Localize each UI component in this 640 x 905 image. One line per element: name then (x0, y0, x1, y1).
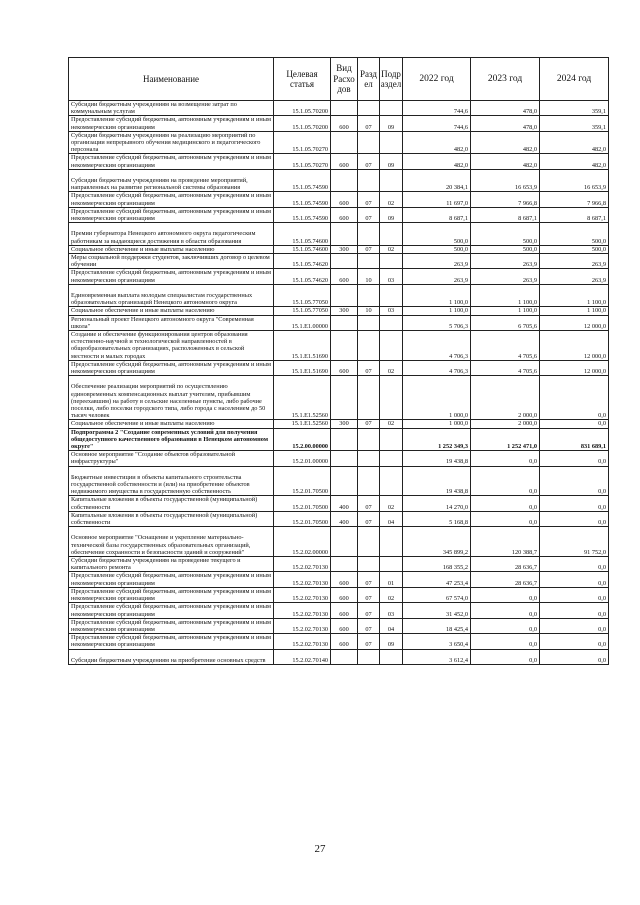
row-subsection: 02 (380, 245, 403, 253)
header-2024: 2024 год (540, 58, 609, 101)
row-expense-type (331, 284, 358, 307)
table-header-row (69, 58, 609, 101)
row-section: 07 (358, 587, 380, 602)
row-value-2023: 0,0 (471, 466, 540, 496)
row-subsection (380, 315, 403, 330)
row-name: Предоставление субсидий бюджетным, автономным учреждениям и иным некоммерческим организациям (69, 360, 274, 375)
row-value-2023: 6 705,6 (471, 315, 540, 330)
row-value-2024: 263,9 (540, 254, 609, 269)
row-subsection (380, 169, 403, 192)
row-value-2022: 19 438,8 (403, 451, 471, 466)
row-subsection (380, 131, 403, 154)
row-target-code: 15.1.05.70200 (274, 101, 331, 116)
row-target-code: 15.2.02.70130 (274, 557, 331, 572)
row-name: Субсидии бюджетным учреждениям на приобретение основных средств (69, 649, 274, 664)
row-section (358, 466, 380, 496)
row-value-2022: 31 452,0 (403, 603, 471, 618)
table-row (69, 169, 609, 192)
row-value-2024: 831 689,1 (540, 428, 609, 451)
table-row (69, 207, 609, 222)
row-section (358, 254, 380, 269)
row-section: 07 (358, 511, 380, 526)
row-value-2024: 500,0 (540, 223, 609, 246)
row-target-code: 15.1.05.77050 (274, 284, 331, 307)
row-name: Предоставление субсидий бюджетным, автономным учреждениям и иным некоммерческим организациям (69, 116, 274, 131)
row-expense-type: 600 (331, 634, 358, 649)
row-value-2023: 28 636,7 (471, 572, 540, 587)
row-target-code: 15.2.02.70140 (274, 649, 331, 664)
row-name: Социальное обеспечение и иные выплаты населению (69, 420, 274, 428)
row-value-2023: 478,0 (471, 116, 540, 131)
row-name: Капитальные вложения в объекты государственной (муниципальной) собственности (69, 511, 274, 526)
row-expense-type: 600 (331, 269, 358, 284)
row-value-2024: 0,0 (540, 451, 609, 466)
row-name: Предоставление субсидий бюджетным, автономным учреждениям и иным некоммерческим организациям (69, 269, 274, 284)
row-name: Субсидии бюджетным учреждениям на проведение текущего и капитального ремонта (69, 557, 274, 572)
row-value-2022: 482,0 (403, 154, 471, 169)
row-subsection (380, 331, 403, 361)
row-section (358, 557, 380, 572)
row-subsection (380, 557, 403, 572)
row-expense-type: 300 (331, 420, 358, 428)
header-type: Вид Расхо дов (331, 58, 358, 101)
row-target-code: 15.2.02.70130 (274, 572, 331, 587)
row-section (358, 169, 380, 192)
row-section: 07 (358, 420, 380, 428)
table-row (69, 192, 609, 207)
row-value-2024: 359,1 (540, 116, 609, 131)
row-name: Бюджетные инвестиции в объекты капитального строительства государственной собственности и (или) на приобретение объектов недвижимого имущества в государственную собственность (69, 466, 274, 496)
row-expense-type: 300 (331, 245, 358, 253)
row-target-code: 15.2.02.70130 (274, 587, 331, 602)
row-section: 07 (358, 360, 380, 375)
row-section (358, 331, 380, 361)
row-value-2024: 0,0 (540, 376, 609, 420)
row-name: Предоставление субсидий бюджетным, автономным учреждениям и иным некоммерческим организациям (69, 572, 274, 587)
row-name: Субсидии бюджетным учреждениям на реализацию мероприятий по организации непрерывного обучения медицинского и педагогического персонала (69, 131, 274, 154)
row-subsection (380, 284, 403, 307)
row-value-2023: 482,0 (471, 154, 540, 169)
row-value-2022: 11 697,0 (403, 192, 471, 207)
row-value-2023: 0,0 (471, 511, 540, 526)
row-expense-type: 600 (331, 572, 358, 587)
row-name: Обеспечение реализации мероприятий по осуществлению единовременных компенсационных выплат учителям, прибывшим (переехавшим) на работу в сельские населенные пункты, либо рабочие поселки, либо поселки городского типа, либо города с населением до 50 тысяч человек (69, 376, 274, 420)
row-expense-type: 600 (331, 618, 358, 633)
row-value-2024: 0,0 (540, 587, 609, 602)
table-row (69, 307, 609, 315)
row-target-code: 15.1.05.70200 (274, 116, 331, 131)
row-section (358, 223, 380, 246)
row-subsection: 01 (380, 572, 403, 587)
row-value-2024: 263,9 (540, 269, 609, 284)
row-section (358, 428, 380, 451)
row-value-2024: 16 653,9 (540, 169, 609, 192)
row-target-code: 15.2.02.70130 (274, 618, 331, 633)
table-row (69, 496, 609, 511)
table-row (69, 254, 609, 269)
row-value-2023: 482,0 (471, 131, 540, 154)
row-section: 07 (358, 245, 380, 253)
row-section: 07 (358, 496, 380, 511)
row-section (358, 284, 380, 307)
row-section (358, 315, 380, 330)
row-target-code: 15.1.Е1.52560 (274, 420, 331, 428)
row-value-2024: 12 000,0 (540, 360, 609, 375)
row-expense-type (331, 101, 358, 116)
row-subsection: 02 (380, 360, 403, 375)
row-name: Меры социальной поддержки студентов, заключивших договор о целевом обучении (69, 254, 274, 269)
row-value-2023: 0,0 (471, 587, 540, 602)
row-section: 10 (358, 307, 380, 315)
table-row (69, 116, 609, 131)
row-subsection: 09 (380, 116, 403, 131)
row-value-2024: 482,0 (540, 131, 609, 154)
table-row (69, 360, 609, 375)
header-name: Наименование (69, 58, 274, 101)
row-target-code: 15.2.00.00000 (274, 428, 331, 451)
table-row (69, 527, 609, 557)
row-section: 07 (358, 634, 380, 649)
row-section: 07 (358, 207, 380, 222)
row-expense-type (331, 466, 358, 496)
row-value-2022: 67 574,0 (403, 587, 471, 602)
row-value-2022: 1 252 349,3 (403, 428, 471, 451)
row-subsection: 02 (380, 496, 403, 511)
row-section: 07 (358, 603, 380, 618)
row-name: Предоставление субсидий бюджетным, автономным учреждениям и иным некоммерческим организациям (69, 207, 274, 222)
table-row (69, 649, 609, 664)
row-value-2023: 478,0 (471, 101, 540, 116)
table-row (69, 603, 609, 618)
row-target-code: 15.2.01.70500 (274, 496, 331, 511)
row-subsection: 03 (380, 307, 403, 315)
header-code: Целевая статья (274, 58, 331, 101)
table-row (69, 154, 609, 169)
row-value-2024: 0,0 (540, 420, 609, 428)
budget-table-sheet (68, 57, 608, 665)
row-value-2024: 0,0 (540, 618, 609, 633)
row-target-code: 15.2.01.70500 (274, 466, 331, 496)
row-expense-type: 600 (331, 192, 358, 207)
row-value-2024: 91 752,0 (540, 527, 609, 557)
row-value-2023: 263,9 (471, 254, 540, 269)
row-value-2023: 263,9 (471, 269, 540, 284)
row-value-2022: 1 000,0 (403, 420, 471, 428)
row-subsection: 04 (380, 618, 403, 633)
row-value-2022: 744,6 (403, 116, 471, 131)
table-row (69, 131, 609, 154)
row-target-code: 15.1.Е1.52560 (274, 376, 331, 420)
row-value-2022: 18 425,4 (403, 618, 471, 633)
row-name: Подпрограмма 2 "Создание современных условий для получения общедоступного качественного образования в Ненецком автономном округе" (69, 428, 274, 451)
row-expense-type (331, 169, 358, 192)
row-value-2022: 482,0 (403, 131, 471, 154)
row-value-2024: 1 100,0 (540, 307, 609, 315)
row-section: 10 (358, 269, 380, 284)
row-value-2022: 263,9 (403, 269, 471, 284)
row-subsection (380, 101, 403, 116)
row-section (358, 101, 380, 116)
row-subsection: 02 (380, 192, 403, 207)
row-target-code: 15.2.01.70500 (274, 511, 331, 526)
row-subsection (380, 451, 403, 466)
row-expense-type (331, 376, 358, 420)
row-value-2023: 500,0 (471, 223, 540, 246)
row-value-2023: 0,0 (471, 603, 540, 618)
row-value-2022: 5 168,8 (403, 511, 471, 526)
table-row (69, 376, 609, 420)
row-value-2023: 4 705,6 (471, 360, 540, 375)
table-row (69, 572, 609, 587)
table-row (69, 245, 609, 253)
row-subsection (380, 254, 403, 269)
row-value-2024: 8 687,1 (540, 207, 609, 222)
table-row (69, 101, 609, 116)
row-section: 07 (358, 572, 380, 587)
row-expense-type (331, 451, 358, 466)
row-expense-type (331, 649, 358, 664)
row-value-2022: 744,6 (403, 101, 471, 116)
row-name: Предоставление субсидий бюджетным, автономным учреждениям и иным некоммерческим организациям (69, 634, 274, 649)
table-row (69, 428, 609, 451)
row-value-2023: 8 687,1 (471, 207, 540, 222)
row-name: Основное мероприятие "Создание объектов образовательной инфраструктуры" (69, 451, 274, 466)
row-target-code: 15.1.05.74620 (274, 254, 331, 269)
row-name: Предоставление субсидий бюджетным, автономным учреждениям и иным некоммерческим организациям (69, 603, 274, 618)
row-value-2023: 28 636,7 (471, 557, 540, 572)
row-target-code: 15.1.05.74620 (274, 269, 331, 284)
row-value-2023: 0,0 (471, 649, 540, 664)
row-target-code: 15.2.02.00000 (274, 527, 331, 557)
row-target-code: 15.1.05.74590 (274, 192, 331, 207)
row-value-2022: 1 100,0 (403, 307, 471, 315)
row-subsection: 09 (380, 154, 403, 169)
row-name: Основное мероприятие "Оснащение и укрепление материально-технической базы государственных образовательных организаций, обеспечение сохранности и безопасности зданий и сооружений" (69, 527, 274, 557)
row-value-2022: 4 706,3 (403, 360, 471, 375)
table-row (69, 331, 609, 361)
row-target-code: 15.1.05.77050 (274, 307, 331, 315)
page-number: 27 (314, 843, 326, 855)
row-value-2022: 263,9 (403, 254, 471, 269)
row-target-code: 15.1.Е1.51690 (274, 331, 331, 361)
row-name: Социальное обеспечение и иные выплаты населению (69, 307, 274, 315)
row-target-code: 15.2.01.00000 (274, 451, 331, 466)
header-2023: 2023 год (471, 58, 540, 101)
row-expense-type: 600 (331, 207, 358, 222)
row-expense-type (331, 557, 358, 572)
row-value-2022: 3 650,4 (403, 634, 471, 649)
row-value-2023: 0,0 (471, 618, 540, 633)
row-expense-type (331, 331, 358, 361)
row-value-2023: 16 653,9 (471, 169, 540, 192)
table-row (69, 315, 609, 330)
row-name: Создание и обеспечение функционирования центров образования естественно-научной и технологической направленностей в общеобразовательных организациях, расположенных в сельской местности и малых городах (69, 331, 274, 361)
row-name: Капитальные вложения в объекты государственной (муниципальной) собственности (69, 496, 274, 511)
row-value-2023: 1 252 471,0 (471, 428, 540, 451)
table-row (69, 223, 609, 246)
budget-table (68, 57, 609, 665)
row-value-2022: 500,0 (403, 245, 471, 253)
row-name: Субсидии бюджетным учреждениям на проведение мероприятий, направленных на развитие региональной системы образования (69, 169, 274, 192)
row-value-2024: 500,0 (540, 245, 609, 253)
row-expense-type: 600 (331, 603, 358, 618)
row-section: 07 (358, 116, 380, 131)
row-value-2022: 168 355,2 (403, 557, 471, 572)
row-target-code: 15.1.05.74600 (274, 223, 331, 246)
row-expense-type: 300 (331, 307, 358, 315)
row-value-2024: 359,1 (540, 101, 609, 116)
row-target-code: 15.1.05.70270 (274, 131, 331, 154)
row-subsection: 04 (380, 511, 403, 526)
row-value-2022: 19 438,8 (403, 466, 471, 496)
row-name: Единовременная выплата молодым специалистам государственных образовательных организаций Ненецкого автономного округа (69, 284, 274, 307)
row-expense-type: 600 (331, 116, 358, 131)
row-value-2022: 8 687,1 (403, 207, 471, 222)
row-value-2024: 12 000,0 (540, 315, 609, 330)
row-value-2024: 0,0 (540, 649, 609, 664)
row-expense-type (331, 315, 358, 330)
row-value-2024: 1 100,0 (540, 284, 609, 307)
row-value-2022: 47 253,4 (403, 572, 471, 587)
row-target-code: 15.2.02.70130 (274, 603, 331, 618)
row-expense-type: 400 (331, 496, 358, 511)
row-subsection: 09 (380, 207, 403, 222)
table-row (69, 557, 609, 572)
row-target-code: 15.1.Е1.51690 (274, 360, 331, 375)
row-subsection (380, 376, 403, 420)
row-expense-type: 600 (331, 154, 358, 169)
row-subsection: 02 (380, 420, 403, 428)
row-value-2022: 500,0 (403, 223, 471, 246)
table-body (69, 101, 609, 665)
row-section (358, 451, 380, 466)
row-subsection (380, 428, 403, 451)
row-subsection (380, 649, 403, 664)
row-value-2024: 0,0 (540, 557, 609, 572)
row-value-2024: 0,0 (540, 572, 609, 587)
row-value-2023: 0,0 (471, 634, 540, 649)
row-section: 07 (358, 154, 380, 169)
table-row (69, 587, 609, 602)
row-subsection (380, 466, 403, 496)
row-subsection: 03 (380, 269, 403, 284)
row-value-2022: 5 706,3 (403, 315, 471, 330)
row-value-2023: 1 100,0 (471, 284, 540, 307)
row-expense-type (331, 428, 358, 451)
row-value-2023: 1 100,0 (471, 307, 540, 315)
row-expense-type (331, 223, 358, 246)
table-row (69, 511, 609, 526)
row-section: 07 (358, 618, 380, 633)
row-target-code: 15.1.05.74590 (274, 207, 331, 222)
table-row (69, 634, 609, 649)
row-target-code: 15.1.05.70270 (274, 154, 331, 169)
table-row (69, 451, 609, 466)
row-value-2024: 0,0 (540, 466, 609, 496)
row-target-code: 15.1.05.74600 (274, 245, 331, 253)
row-subsection (380, 223, 403, 246)
row-subsection: 02 (380, 587, 403, 602)
row-value-2022: 345 899,2 (403, 527, 471, 557)
row-value-2023: 500,0 (471, 245, 540, 253)
table-row (69, 618, 609, 633)
row-value-2023: 120 388,7 (471, 527, 540, 557)
row-section (358, 527, 380, 557)
row-value-2023: 0,0 (471, 496, 540, 511)
row-section (358, 131, 380, 154)
row-expense-type: 600 (331, 360, 358, 375)
row-subsection: 03 (380, 603, 403, 618)
row-value-2023: 4 705,6 (471, 331, 540, 361)
row-value-2024: 12 000,0 (540, 331, 609, 361)
row-value-2023: 2 000,0 (471, 420, 540, 428)
row-value-2024: 0,0 (540, 496, 609, 511)
row-value-2024: 0,0 (540, 511, 609, 526)
row-value-2024: 0,0 (540, 634, 609, 649)
header-subsection: Подр аздел (380, 58, 403, 101)
row-expense-type: 600 (331, 587, 358, 602)
row-value-2022: 1 000,0 (403, 376, 471, 420)
row-section (358, 376, 380, 420)
row-target-code: 15.1.05.74590 (274, 169, 331, 192)
row-name: Предоставление субсидий бюджетным, автономным учреждениям и иным некоммерческим организациям (69, 192, 274, 207)
row-value-2023: 0,0 (471, 451, 540, 466)
row-expense-type: 400 (331, 511, 358, 526)
row-value-2024: 482,0 (540, 154, 609, 169)
row-name: Социальное обеспечение и иные выплаты населению (69, 245, 274, 253)
row-section: 07 (358, 192, 380, 207)
table-row (69, 284, 609, 307)
row-section (358, 649, 380, 664)
row-value-2024: 7 966,8 (540, 192, 609, 207)
header-2022: 2022 год (403, 58, 471, 101)
row-expense-type (331, 527, 358, 557)
row-target-code: 15.2.02.70130 (274, 634, 331, 649)
row-name: Предоставление субсидий бюджетным, автономным учреждениям и иным некоммерческим организациям (69, 618, 274, 633)
row-value-2024: 0,0 (540, 603, 609, 618)
row-target-code: 15.1.Е1.00000 (274, 315, 331, 330)
table-row (69, 466, 609, 496)
row-name: Предоставление субсидий бюджетным, автономным учреждениям и иным некоммерческим организациям (69, 154, 274, 169)
row-value-2023: 2 000,0 (471, 376, 540, 420)
row-name: Субсидии бюджетным учреждениям на возмещение затрат по коммунальным услугам (69, 101, 274, 116)
row-value-2022: 20 384,1 (403, 169, 471, 192)
row-value-2022: 14 270,0 (403, 496, 471, 511)
row-value-2022: 3 612,4 (403, 649, 471, 664)
row-name: Премии губернатора Ненецкого автономного округа педагогическим работникам за выдающиеся достижения в области образования (69, 223, 274, 246)
row-value-2023: 7 966,8 (471, 192, 540, 207)
table-row (69, 420, 609, 428)
row-value-2022: 1 100,0 (403, 284, 471, 307)
row-name: Региональный проект Ненецкого автономного округа "Современная школа" (69, 315, 274, 330)
row-subsection: 09 (380, 634, 403, 649)
row-subsection (380, 527, 403, 557)
row-expense-type (331, 131, 358, 154)
row-value-2022: 4 706,3 (403, 331, 471, 361)
header-section: Разд ел (358, 58, 380, 101)
row-name: Предоставление субсидий бюджетным, автономным учреждениям и иным некоммерческим организациям (69, 587, 274, 602)
row-expense-type (331, 254, 358, 269)
table-row (69, 269, 609, 284)
